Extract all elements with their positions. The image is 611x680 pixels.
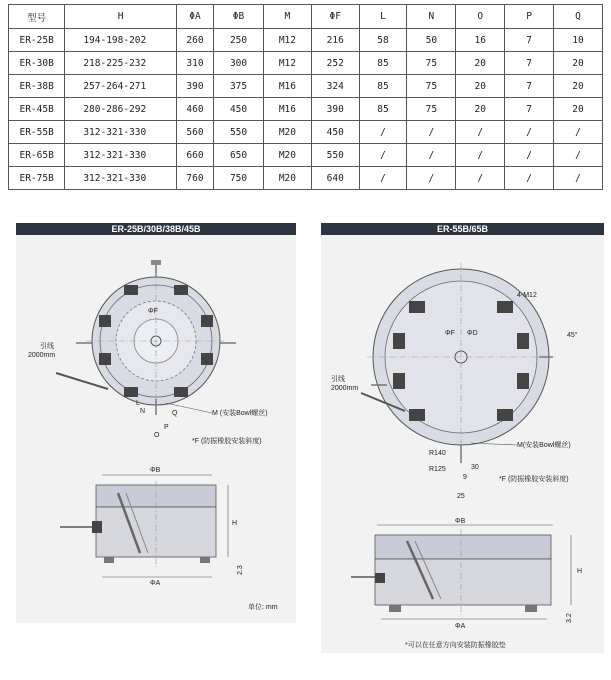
table-cell: 390 <box>311 98 359 121</box>
table-cell: 312-321-330 <box>65 167 177 190</box>
model-cell: ER-45B <box>9 98 65 121</box>
header-f: ΦF <box>311 5 359 29</box>
table-cell: 7 <box>505 98 554 121</box>
header-b: ΦB <box>214 5 264 29</box>
table-cell: 7 <box>505 52 554 75</box>
table-cell: 75 <box>407 98 456 121</box>
table-cell: M20 <box>264 121 312 144</box>
table-cell: 312-321-330 <box>65 144 177 167</box>
table-cell: / <box>456 167 505 190</box>
right-cable-label: 引线 <box>331 376 345 383</box>
model-cell: ER-25B <box>9 29 65 52</box>
left-bolt-label: M (安装Bowl螺丝) <box>212 410 268 417</box>
table-cell: 450 <box>214 98 264 121</box>
table-cell: / <box>554 167 603 190</box>
left-dim-p: P <box>164 424 169 431</box>
left-drawing <box>16 223 296 623</box>
table-cell: / <box>359 121 407 144</box>
table-cell: M12 <box>264 29 312 52</box>
table-cell: 7 <box>505 29 554 52</box>
right-dim-32: 3.2 <box>566 613 573 623</box>
table-cell: 760 <box>176 167 213 190</box>
left-cable-label: 引线 <box>40 343 54 350</box>
right-angle: 45° <box>567 332 578 339</box>
table-cell: 257-264-271 <box>65 75 177 98</box>
table-cell: / <box>456 121 505 144</box>
left-dim-o: O <box>154 432 160 439</box>
table-cell: / <box>554 121 603 144</box>
table-cell: M16 <box>264 75 312 98</box>
table-cell: 7 <box>505 75 554 98</box>
table-cell: M20 <box>264 144 312 167</box>
right-drawing-title: ER-55B/65B <box>321 223 604 235</box>
table-cell: 324 <box>311 75 359 98</box>
table-cell: 216 <box>311 29 359 52</box>
table-cell: / <box>407 167 456 190</box>
table-header-row <box>9 5 603 29</box>
table-cell: / <box>407 121 456 144</box>
left-dim-l: L <box>136 400 140 407</box>
right-dim-f: ΦF <box>445 330 455 337</box>
left-unit: 单位: mm <box>248 604 278 611</box>
table-row <box>9 29 603 52</box>
table-row <box>9 52 603 75</box>
table-cell: 390 <box>176 75 213 98</box>
header-o: O <box>456 5 505 29</box>
header-model: 型号 <box>9 5 65 29</box>
table-cell: 460 <box>176 98 213 121</box>
right-bolt-count: 4-M12 <box>517 292 537 299</box>
table-cell: 50 <box>407 29 456 52</box>
table-cell: 260 <box>176 29 213 52</box>
left-dim-q: Q <box>172 410 178 417</box>
left-dim-f: ΦF <box>148 308 158 315</box>
table-cell: 20 <box>456 52 505 75</box>
table-cell: / <box>505 121 554 144</box>
table-cell: 20 <box>554 98 603 121</box>
right-dim-d: ΦD <box>467 330 478 337</box>
table-cell: 640 <box>311 167 359 190</box>
table-cell: / <box>554 144 603 167</box>
table-cell: 20 <box>456 75 505 98</box>
header-p: P <box>505 5 554 29</box>
table-cell: 20 <box>456 98 505 121</box>
table-cell: M12 <box>264 52 312 75</box>
right-dim-a: ΦA <box>455 623 466 630</box>
table-cell: 75 <box>407 52 456 75</box>
header-l: L <box>359 5 407 29</box>
table-cell: / <box>359 167 407 190</box>
model-cell: ER-75B <box>9 167 65 190</box>
table-cell: / <box>505 144 554 167</box>
table-cell: 85 <box>359 75 407 98</box>
table-cell: 650 <box>214 144 264 167</box>
model-cell: ER-65B <box>9 144 65 167</box>
right-bottom-note: *可以在任意方向安装防振橡胶垫 <box>405 642 506 649</box>
table-cell: 20 <box>554 75 603 98</box>
table-cell: 218-225-232 <box>65 52 177 75</box>
model-cell: ER-38B <box>9 75 65 98</box>
right-dim-b: ΦB <box>455 518 466 525</box>
table-cell: 85 <box>359 98 407 121</box>
table-cell: 550 <box>214 121 264 144</box>
left-note: *F (防振橡胶安装斜度) <box>192 438 262 445</box>
table-row <box>9 167 603 190</box>
right-r125: R125 <box>429 466 446 473</box>
table-cell: 450 <box>311 121 359 144</box>
right-note: *F (防振橡胶安装斜度) <box>499 476 569 483</box>
right-cable-length: 2000mm <box>331 385 359 392</box>
model-cell: ER-30B <box>9 52 65 75</box>
table-cell: 300 <box>214 52 264 75</box>
table-cell: / <box>407 144 456 167</box>
table-cell: 58 <box>359 29 407 52</box>
table-row <box>9 98 603 121</box>
table-row <box>9 121 603 144</box>
left-drawing-svg <box>16 223 296 623</box>
left-dim-h: H <box>232 520 238 527</box>
table-cell: 85 <box>359 52 407 75</box>
table-cell: M20 <box>264 167 312 190</box>
table-cell: 550 <box>311 144 359 167</box>
right-drawing-svg <box>321 223 604 653</box>
left-dim-a: ΦA <box>150 580 161 587</box>
table-cell: 252 <box>311 52 359 75</box>
left-dim-23: 2.3 <box>237 565 244 575</box>
table-cell: / <box>505 167 554 190</box>
header-q: Q <box>554 5 603 29</box>
header-a: ΦA <box>176 5 213 29</box>
table-cell: M16 <box>264 98 312 121</box>
table-cell: 10 <box>554 29 603 52</box>
table-cell: 16 <box>456 29 505 52</box>
table-cell: / <box>359 144 407 167</box>
table-cell: 194-198-202 <box>65 29 177 52</box>
right-dim-9: 9 <box>463 474 467 481</box>
table-cell: 280-286-292 <box>65 98 177 121</box>
right-dim-30: 30 <box>471 464 479 471</box>
model-cell: ER-55B <box>9 121 65 144</box>
table-cell: 660 <box>176 144 213 167</box>
table-cell: 560 <box>176 121 213 144</box>
header-n: N <box>407 5 456 29</box>
table-cell: 312-321-330 <box>65 121 177 144</box>
right-bolt-label: M(安装Bowl螺丝) <box>517 442 571 449</box>
table-cell: 20 <box>554 52 603 75</box>
header-h: H <box>65 5 177 29</box>
table-cell: 750 <box>214 167 264 190</box>
table-row <box>9 144 603 167</box>
right-dim-25: 25 <box>457 493 465 500</box>
table-cell: 375 <box>214 75 264 98</box>
spec-table <box>8 4 603 190</box>
left-dim-n: N <box>140 408 146 415</box>
table-cell: / <box>456 144 505 167</box>
table-cell: 310 <box>176 52 213 75</box>
table-row <box>9 75 603 98</box>
header-m: M <box>264 5 312 29</box>
left-drawing-title: ER-25B/30B/38B/45B <box>16 223 296 235</box>
left-cable-length: 2000mm <box>28 352 56 359</box>
right-r140: R140 <box>429 450 446 457</box>
right-drawing <box>321 223 604 653</box>
left-dim-b: ΦB <box>150 467 161 474</box>
table-cell: 250 <box>214 29 264 52</box>
table-cell: 75 <box>407 75 456 98</box>
right-dim-h: H <box>577 568 583 575</box>
